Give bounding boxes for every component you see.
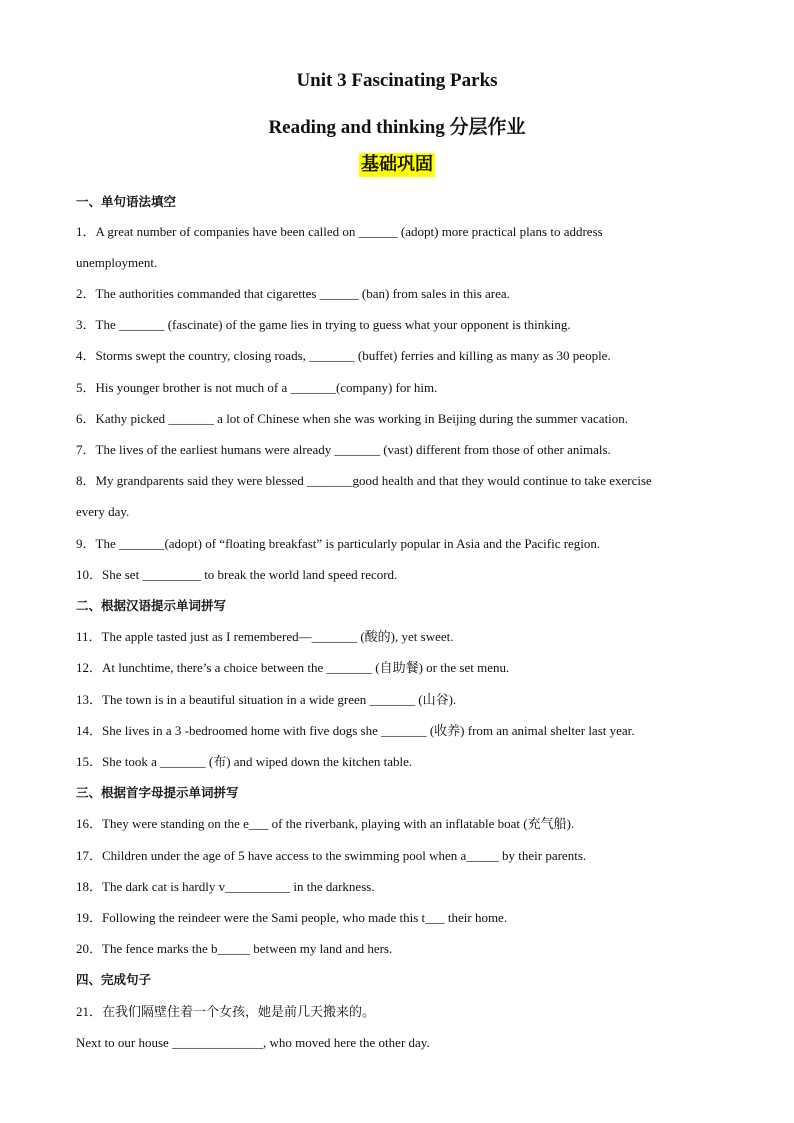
question-8: 8．My grandparents said they were blessed _______good health and that they would continue to take exercise xyxy=(76,473,652,488)
question-7: 7．The lives of the earliest humans were already _______ (vast) different from those of other animals. xyxy=(76,442,611,457)
question-2: 2．The authorities commanded that cigarettes ______ (ban) from sales in this area. xyxy=(76,286,510,301)
question-14: 14．She lives in a 3 -bedroomed home with five dogs she _______ (收养) from an animal shelter last year. xyxy=(76,723,635,738)
question-9: 9．The _______(adopt) of “floating breakfast” is particularly popular in Asia and the Pacific region. xyxy=(76,536,601,551)
section-heading-4: 四、完成句子 xyxy=(76,972,152,987)
question-13: 13．The town is in a beautiful situation in a wide green _______ (山谷). xyxy=(76,692,457,707)
question-21: 21．在我们隔壁住着一个女孩，她是前几天搬来的。 xyxy=(76,1004,376,1019)
question-1-continued: unemployment. xyxy=(76,255,158,270)
question-4: 4．Storms swept the country, closing roads, _______ (buffet) ferries and killing as many as 30 people. xyxy=(76,348,611,363)
section-heading-3: 三、根据首字母提示单词拼写 xyxy=(76,785,239,800)
question-5: 5．His younger brother is not much of a _______(company) for him. xyxy=(76,380,438,395)
question-20: 20．The fence marks the b_____ between my land and hers. xyxy=(76,941,393,956)
section-heading-2: 二、根据汉语提示单词拼写 xyxy=(76,598,227,613)
question-11: 11．The apple tasted just as I remembered—_______ (酸的), yet sweet. xyxy=(76,629,454,644)
question-3: 3．The _______ (fascinate) of the game lies in trying to guess what your opponent is thinking. xyxy=(76,317,571,332)
section-badge-wrap xyxy=(0,153,794,177)
question-17: 17．Children under the age of 5 have access to the swimming pool when a_____ by their parents. xyxy=(76,848,587,863)
question-10: 10．She set _________ to break the world land speed record. xyxy=(76,567,398,582)
question-1: 1．A great number of companies have been called on ______ (adopt) more practical plans to address xyxy=(76,224,603,239)
question-6: 6．Kathy picked _______ a lot of Chinese when she was working in Beijing during the summer vacation. xyxy=(76,411,629,426)
page-title: Unit 3 Fascinating Parks xyxy=(296,70,498,91)
section-badge: 基础巩固 xyxy=(361,154,433,175)
question-21-answer-line: Next to our house ______________, who moved here the other day. xyxy=(76,1035,430,1050)
question-19: 19．Following the reindeer were the Sami people, who made this t___ their home. xyxy=(76,910,508,925)
question-12: 12．At lunchtime, there’s a choice between the _______ (自助餐) or the set menu. xyxy=(76,660,510,675)
question-8-continued: every day. xyxy=(76,504,130,519)
page-subtitle: Reading and thinking 分层作业 xyxy=(268,117,526,138)
question-18: 18．The dark cat is hardly v__________ in the darkness. xyxy=(76,879,375,894)
section-heading-1: 一、单句语法填空 xyxy=(76,194,177,209)
question-15: 15．She took a _______ (布) and wiped down the kitchen table. xyxy=(76,754,413,769)
question-16: 16．They were standing on the e___ of the riverbank, playing with an inflatable boat (充气船). xyxy=(76,816,575,831)
